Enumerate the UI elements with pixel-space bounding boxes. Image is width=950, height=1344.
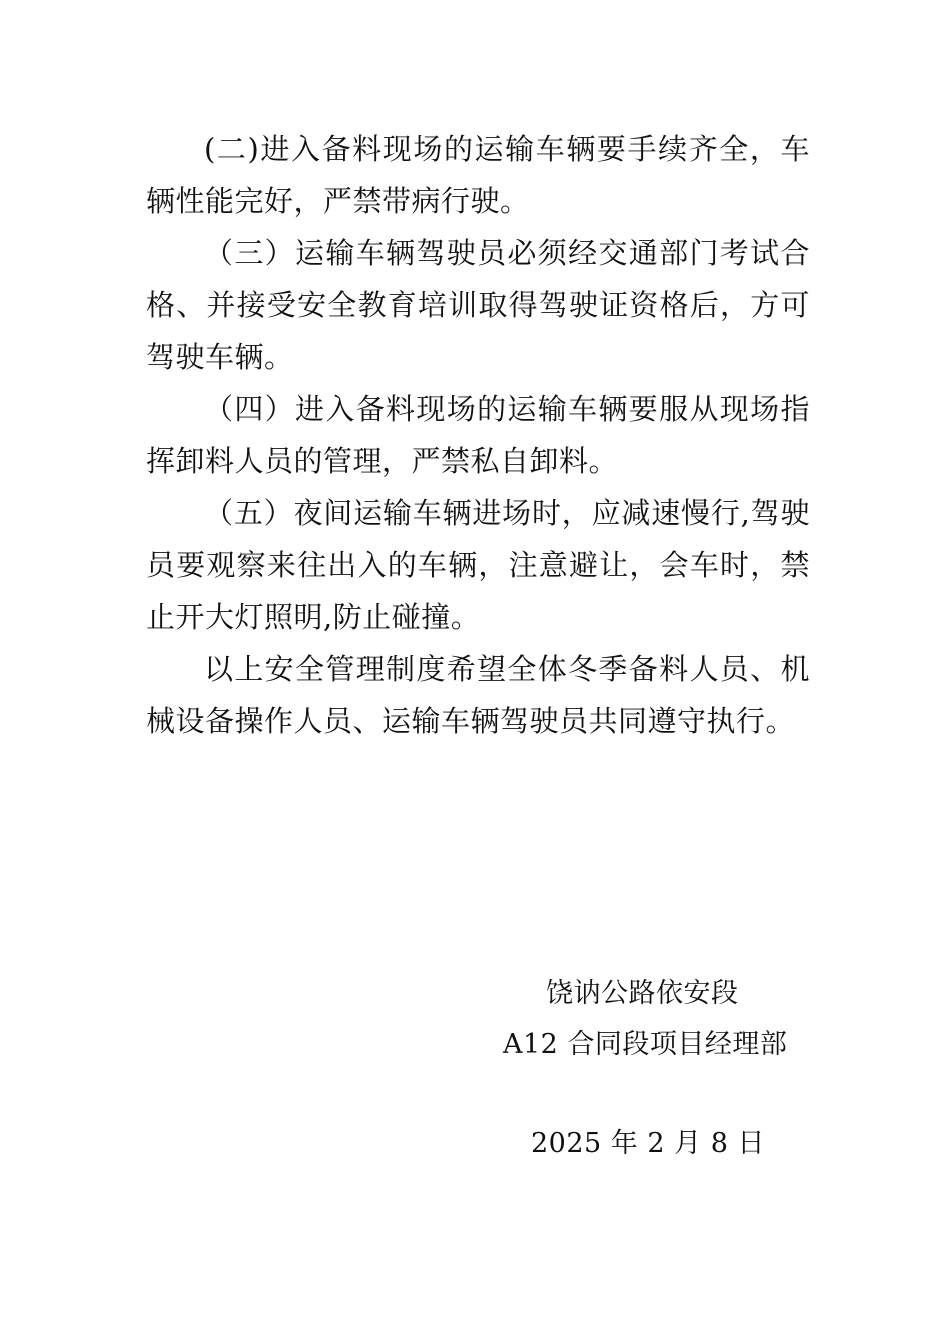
signature-organization-line1: 饶讷公路依安段 bbox=[546, 978, 739, 1009]
signature-date: 2025 年 2 月 8 日 bbox=[531, 1128, 765, 1159]
paragraph-closing-statement: 以上安全管理制度希望全体冬季备料人员、机械设备操作人员、运输车辆驾驶员共同遵守执行。 bbox=[146, 652, 810, 738]
document-body bbox=[146, 123, 810, 747]
paragraph-vehicle-procedures: (二)进入备料现场的运输车辆要手续齐全，车辆性能完好，严禁带病行驶。 bbox=[146, 132, 810, 218]
paragraph-night-driving: （五）夜间运输车辆进场时，应减速慢行,驾驶员要观察来往出入的车辆，注意避让，会车时，禁止开大灯照明,防止碰撞。 bbox=[146, 496, 810, 634]
signature-organization-line2: A12 合同段项目经理部 bbox=[503, 1029, 788, 1060]
paragraph-unloading-management: （四）进入备料现场的运输车辆要服从现场指挥卸料人员的管理，严禁私自卸料。 bbox=[146, 392, 810, 478]
paragraph-driver-qualification: （三）运输车辆驾驶员必须经交通部门考试合格、并接受安全教育培训取得驾驶证资格后，方可驾驶车辆。 bbox=[146, 236, 810, 374]
